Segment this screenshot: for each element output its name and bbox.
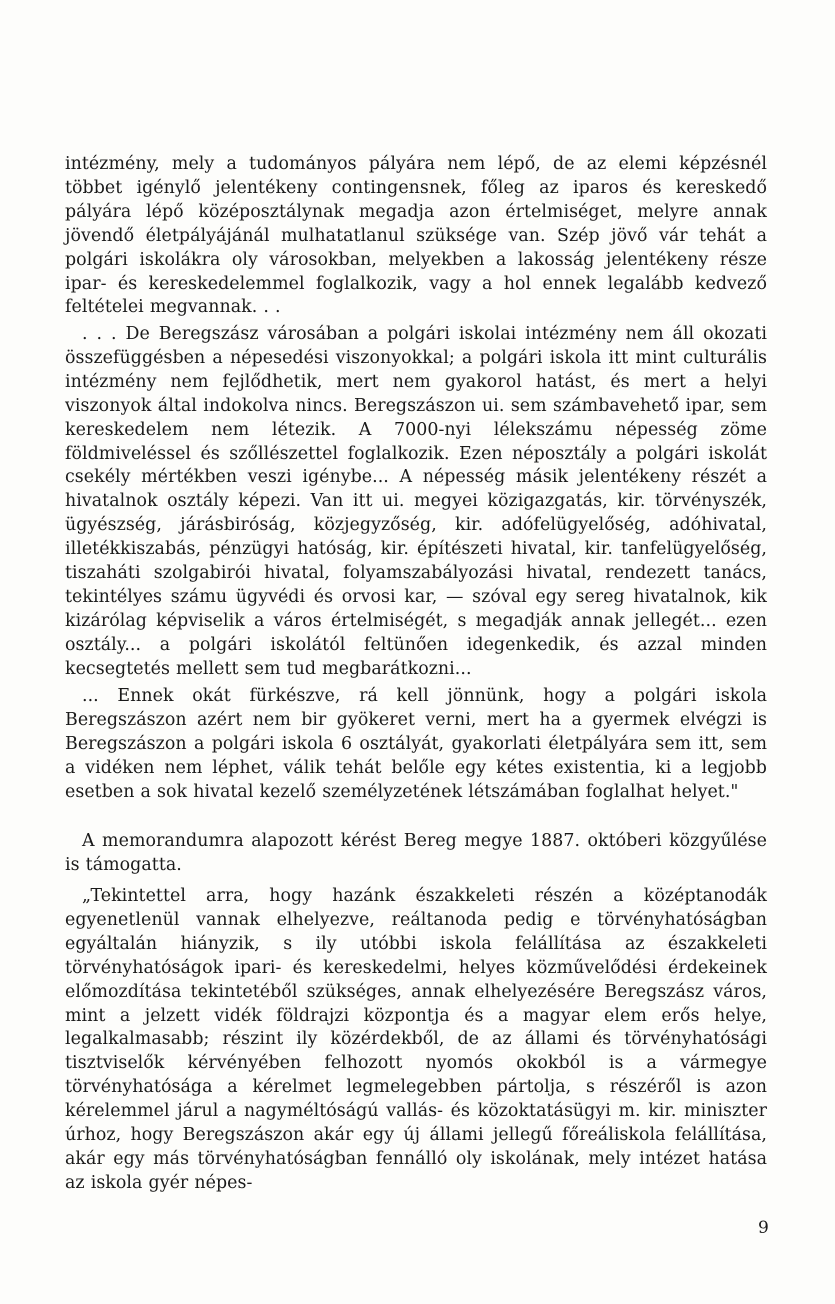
paragraph-3: ... Ennek okát fürkészve, rá kell jönnünk, hogy a polgári iskola Beregszászon azért nem bir gyökeret verni, mert ha a gyermek elvégzi is Beregszászon a polgári iskola 6 osztályát, gyakorlati életpályára sem itt, sem a vidéken nem léphet, válik tehát belőle egy kétes existentia, ki a legjobb esetben a sok hivatal kezelő személyzetének létszámában foglalhat helyet.": [65, 686, 767, 802]
paragraph-1: intézmény, mely a tudományos pályára nem lépő, de az elemi képzésnél többet igénylő jelentékeny contingensnek, főleg az iparos és kereskedő pályára lépő középosztálynak megadja azon értelmiséget, melyre annak jövendő életpályájánál mulhatatlanul szüksége van. Szép jövő vár tehát a polgári iskolákra oly városokban, melyekben a lakosság jelentékeny része ipar- és kereskedelemmel foglalkozik, vagy a hol ennek legalább kedvező feltételei megvannak. . .: [65, 154, 767, 318]
paragraph-4: A memorandumra alapozott kérést Bereg megye 1887. októberi közgyűlése is támogatta.: [65, 831, 767, 875]
paragraph-2: . . . De Beregszász városában a polgári iskolai intézmény nem áll okozati összefüggésben a népesedési viszonyokkal; a polgári iskola itt mint culturális intézmény nem fejlődhetik, mert nem gyakorol hatást, és mert a helyi viszonyok által indokolva nincs. Beregszászon ui. sem számbavehető ipar, sem kereskedelem nem létezik. A 7000-nyi lélekszámu népesség zöme földmiveléssel és szőllészettel foglalkozik. Ezen néposztály a polgári iskolát csekély mértékben veszi igénybe... A népesség másik jelentékeny részét a hivatalnok osztály képezi. Van itt ui. megyei közigazgatás, kir. törvényszék, ügyészség, járásbiróság, közjegyzőség, kir. adófelügyelőség, adóhivatal, illetékkiszabás, pénzügyi hatóság, kir. építészeti hivatal, kir. tanfelügyelőség, tiszaháti szolgabirói hivatal, folyamszabályozási hivatal, rendezett tanács, tekintélyes számu ügyvédi és orvosi kar, — szóval egy sereg hivatalnok, kik kizárólag képviselik a város értelmiségét, s megadják annak jellegét... ezen osztály... a polgári iskolától feltünően idegenkedik, és azzal minden kecsegtetés mellett sem tud megbarátkozni...: [65, 324, 767, 679]
paragraph-5: „Tekintettel arra, hogy hazánk északkeleti részén a középtanodák egyenetlenül vannak elhelyezve, reáltanoda pedig e törvényhatóságban egyáltalán hiányzik, s ily utóbbi iskola felállítása az északkeleti törvényhatóságok ipari- és kereskedelmi, helyes közművelődési érdekeinek előmozdítása tekintetéből szükséges, annak elhelyezésére Beregszász város, mint a jelzett vidék földrajzi központja és a magyar elem erős helye, legalkalmasabb; részint ily közérdekből, de az állami és törvényhatósági tisztviselők kérvényében felhozott nyomós okokból is a vármegye törvényhatósága a kérelmet legmelegebben pártolja, s részéről is azon kérelemmel járul a nagyméltóságú vallás- és közoktatásügyi m. kir. miniszter úrhoz, hogy Beregszászon akár egy új állami jellegű főreáliskola felállítása, akár egy más törvényhatóságban fennálló oly iskolának, mely intézet hatása az iskola gyér népes-: [65, 886, 767, 1193]
page-number: 9: [758, 1218, 769, 1238]
